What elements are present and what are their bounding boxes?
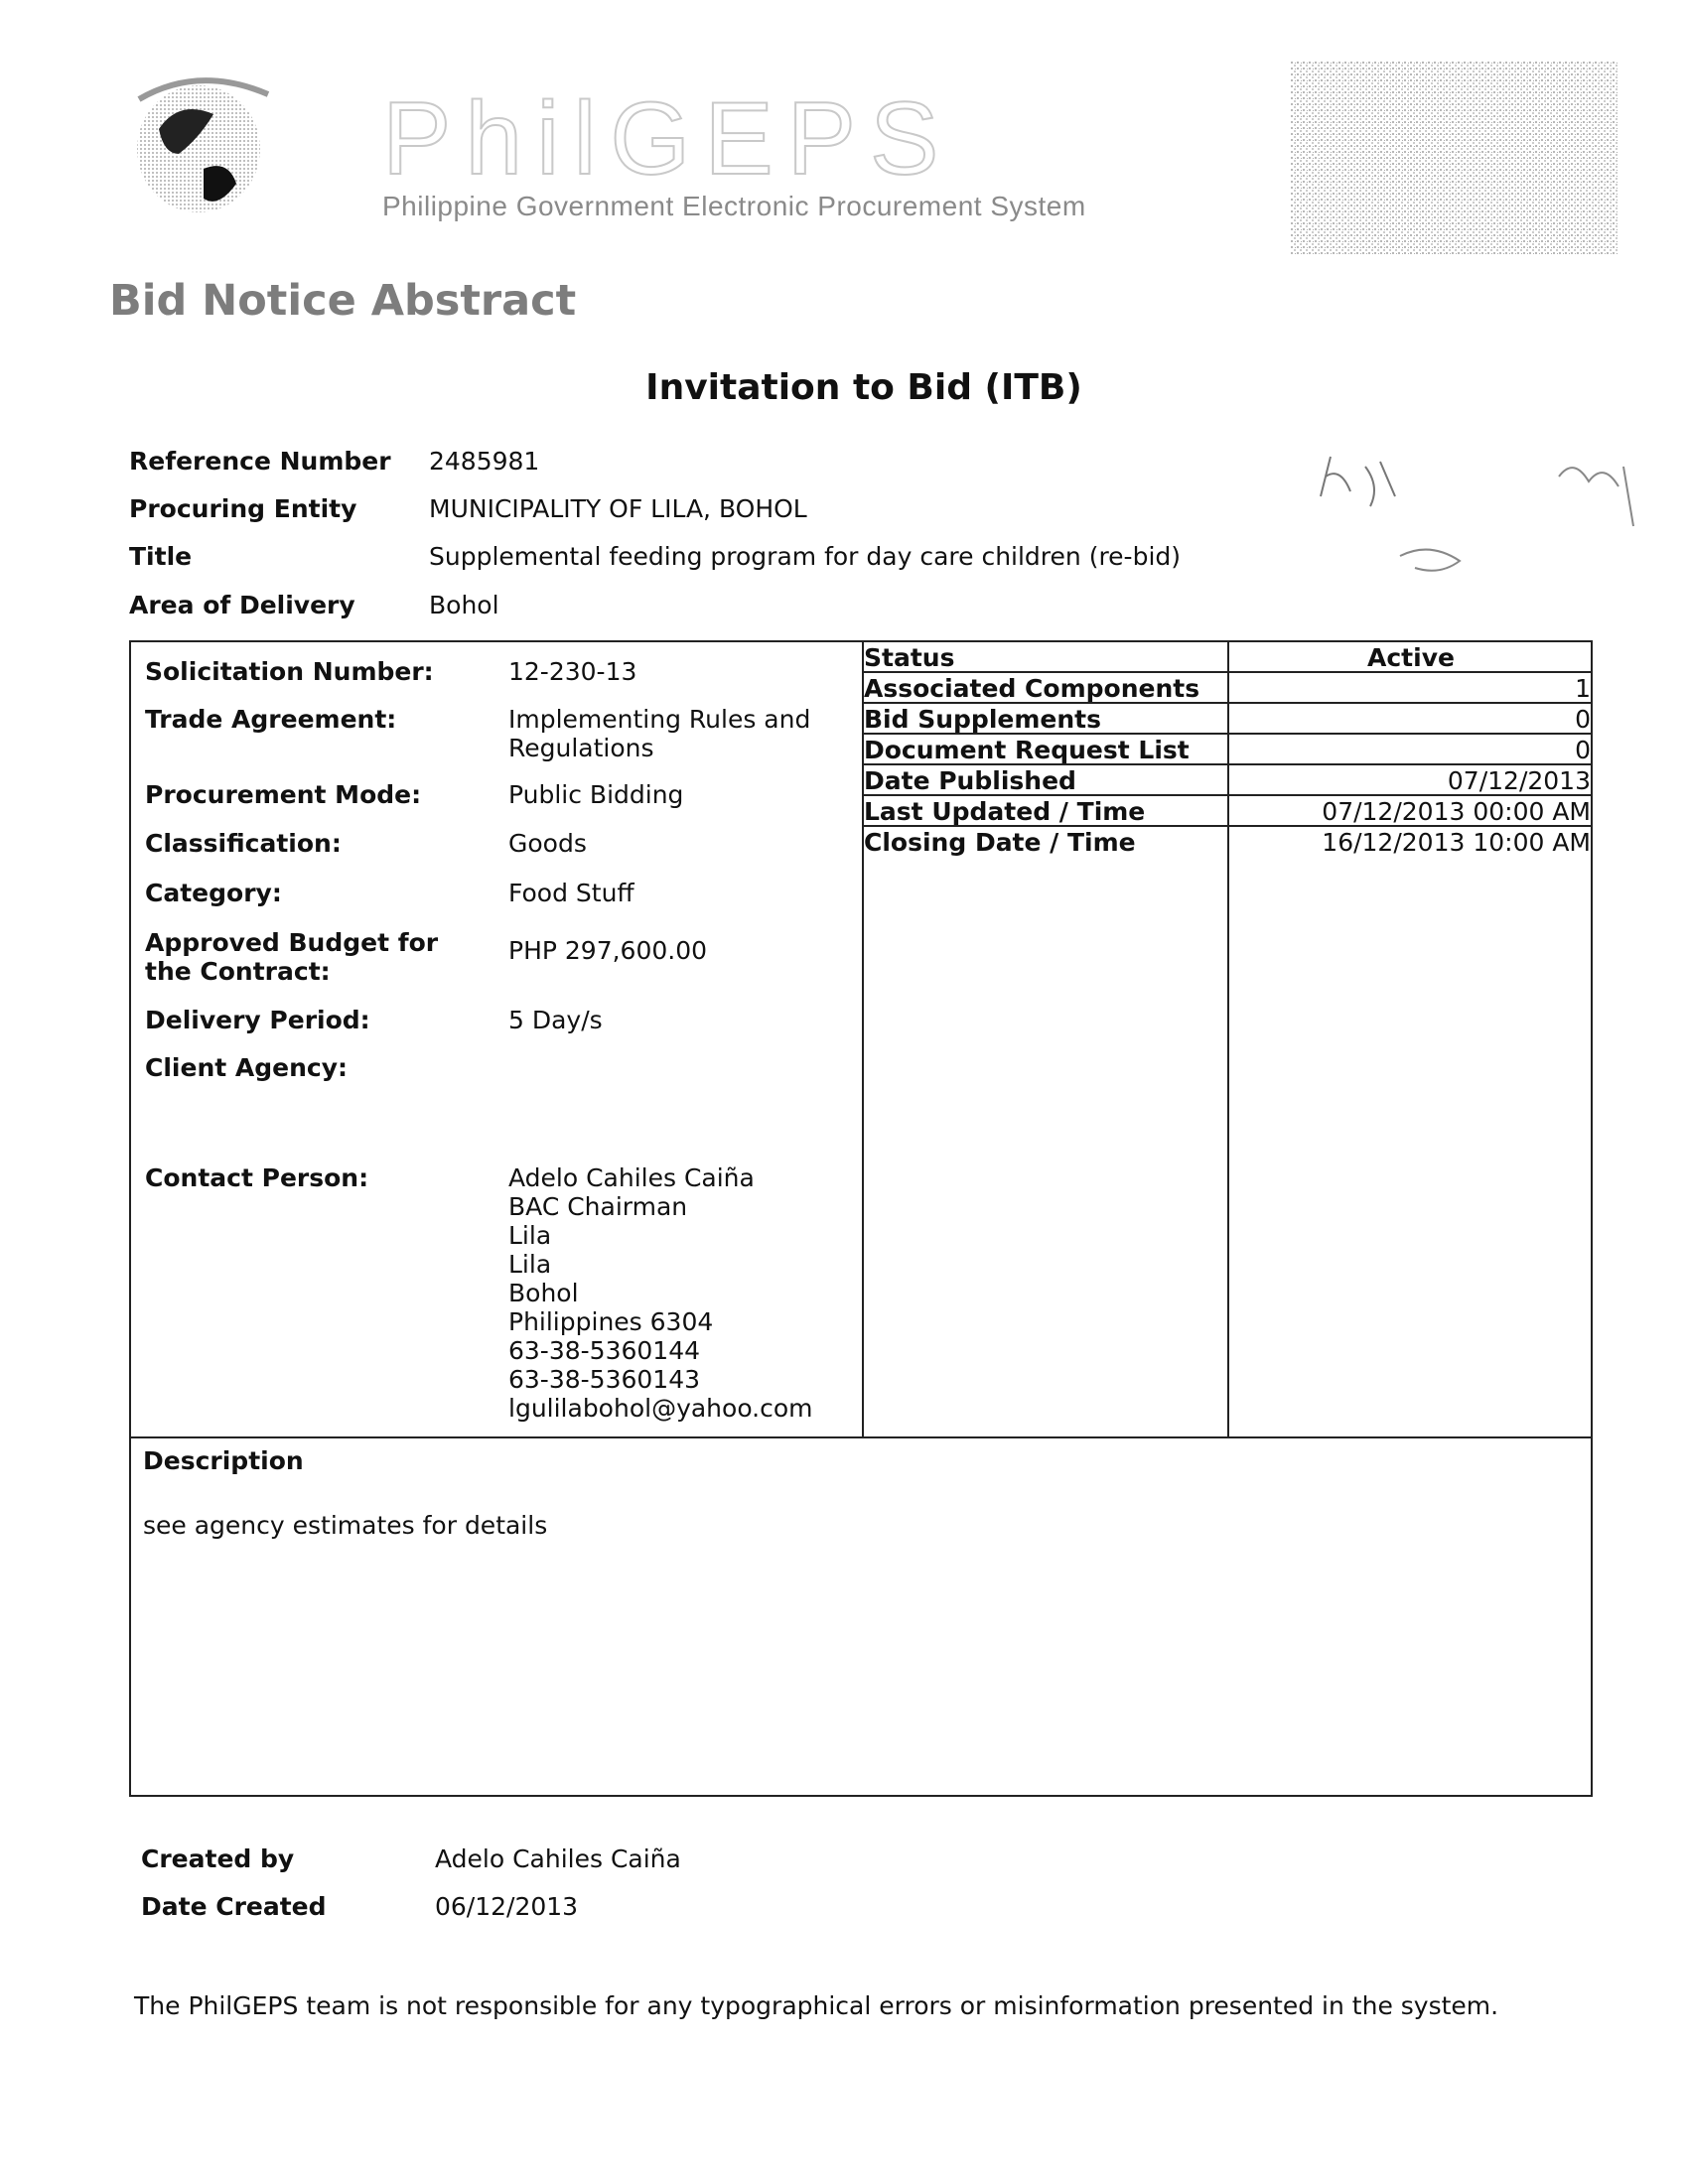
solicitation-number-label: Solicitation Number: bbox=[145, 657, 434, 686]
bid-supplements-row bbox=[862, 704, 1593, 735]
philgeps-globe-logo-icon bbox=[119, 60, 278, 228]
description-divider bbox=[131, 1436, 1591, 1438]
trade-agreement-line: Regulations bbox=[508, 734, 654, 762]
contact-line: 63-38-5360144 bbox=[508, 1336, 701, 1365]
scan-noise-pattern bbox=[1291, 62, 1618, 255]
classification-label: Classification: bbox=[145, 829, 342, 858]
classification-value: Goods bbox=[508, 829, 587, 858]
description-label: Description bbox=[143, 1446, 304, 1475]
document-heading: Bid Notice Abstract bbox=[109, 276, 577, 326]
status-table bbox=[862, 642, 1593, 1436]
details-column bbox=[131, 642, 864, 1436]
contact-line: Philippines 6304 bbox=[508, 1307, 714, 1336]
date-published-row bbox=[862, 765, 1593, 796]
delivery-period-value: 5 Day/s bbox=[508, 1006, 603, 1034]
document-request-list-value: 0 bbox=[1575, 736, 1591, 764]
procurement-mode-value: Public Bidding bbox=[508, 780, 684, 809]
last-updated-label: Last Updated / Time bbox=[864, 797, 1146, 826]
associated-components-label: Associated Components bbox=[864, 674, 1200, 703]
last-updated-value: 07/12/2013 00:00 AM bbox=[1322, 797, 1591, 826]
procurement-mode-label: Procurement Mode: bbox=[145, 780, 422, 809]
contact-line: Adelo Cahiles Caiña bbox=[508, 1163, 755, 1192]
created-by-value: Adelo Cahiles Caiña bbox=[435, 1844, 681, 1873]
contact-person-value bbox=[508, 1163, 856, 1423]
status-row bbox=[862, 642, 1593, 673]
client-agency-label: Client Agency: bbox=[145, 1053, 349, 1082]
handwritten-annotation bbox=[1231, 437, 1688, 635]
status-label: Status bbox=[864, 643, 955, 672]
title-value: Supplemental feeding program for day care children (re-bid) bbox=[429, 542, 1182, 571]
closing-date-label: Closing Date / Time bbox=[864, 828, 1136, 857]
delivery-period-label: Delivery Period: bbox=[145, 1006, 370, 1034]
bid-supplements-value: 0 bbox=[1575, 705, 1591, 734]
date-created-label: Date Created bbox=[141, 1892, 327, 1921]
date-created-value: 06/12/2013 bbox=[435, 1892, 579, 1921]
closing-date-row bbox=[862, 827, 1593, 858]
contact-email: lgulilabohol@yahoo.com bbox=[508, 1394, 813, 1423]
contact-line: Bohol bbox=[508, 1279, 579, 1307]
contact-person-label: Contact Person: bbox=[145, 1163, 369, 1192]
date-published-label: Date Published bbox=[864, 766, 1076, 795]
area-of-delivery-label: Area of Delivery bbox=[129, 591, 355, 619]
area-of-delivery-value: Bohol bbox=[429, 591, 499, 619]
date-published-value: 07/12/2013 bbox=[1447, 766, 1591, 795]
approved-budget-label-line: the Contract: bbox=[145, 957, 331, 986]
contact-line: 63-38-5360143 bbox=[508, 1365, 701, 1394]
brand-name: PhilGEPS bbox=[382, 81, 953, 197]
category-value: Food Stuff bbox=[508, 879, 634, 907]
solicitation-number-value: 12-230-13 bbox=[508, 657, 637, 686]
category-label: Category: bbox=[145, 879, 282, 907]
last-updated-row bbox=[862, 796, 1593, 827]
associated-components-value: 1 bbox=[1575, 674, 1591, 703]
trade-agreement-label: Trade Agreement: bbox=[145, 705, 397, 734]
disclaimer-text: The PhilGEPS team is not responsible for any typographical errors or misinformation presented in the system. bbox=[134, 1991, 1499, 2020]
reference-number-label: Reference Number bbox=[129, 447, 391, 476]
procuring-entity-label: Procuring Entity bbox=[129, 494, 357, 523]
created-by-label: Created by bbox=[141, 1844, 295, 1873]
description-text: see agency estimates for details bbox=[143, 1511, 548, 1540]
associated-components-row bbox=[862, 673, 1593, 704]
approved-budget-label-line: Approved Budget for bbox=[145, 928, 439, 957]
trade-agreement-value bbox=[508, 705, 856, 762]
bid-supplements-label: Bid Supplements bbox=[864, 705, 1101, 734]
status-value: Active bbox=[1367, 643, 1455, 672]
contact-line: BAC Chairman bbox=[508, 1192, 688, 1221]
closing-date-value: 16/12/2013 10:00 AM bbox=[1322, 828, 1591, 857]
approved-budget-value: PHP 297,600.00 bbox=[508, 936, 708, 965]
notice-title: Invitation to Bid (ITB) bbox=[645, 367, 1082, 408]
approved-budget-label bbox=[145, 928, 483, 986]
reference-number-value: 2485981 bbox=[429, 447, 540, 476]
brand-subtitle: Philippine Government Electronic Procurement System bbox=[382, 191, 1086, 221]
document-request-list-row bbox=[862, 735, 1593, 765]
document-request-list-label: Document Request List bbox=[864, 736, 1190, 764]
contact-line: Lila bbox=[508, 1250, 552, 1279]
trade-agreement-line: Implementing Rules and bbox=[508, 705, 811, 734]
contact-line: Lila bbox=[508, 1221, 552, 1250]
title-label: Title bbox=[129, 542, 193, 571]
bid-details-box bbox=[129, 640, 1593, 1797]
procuring-entity-value: MUNICIPALITY OF LILA, BOHOL bbox=[429, 494, 807, 523]
